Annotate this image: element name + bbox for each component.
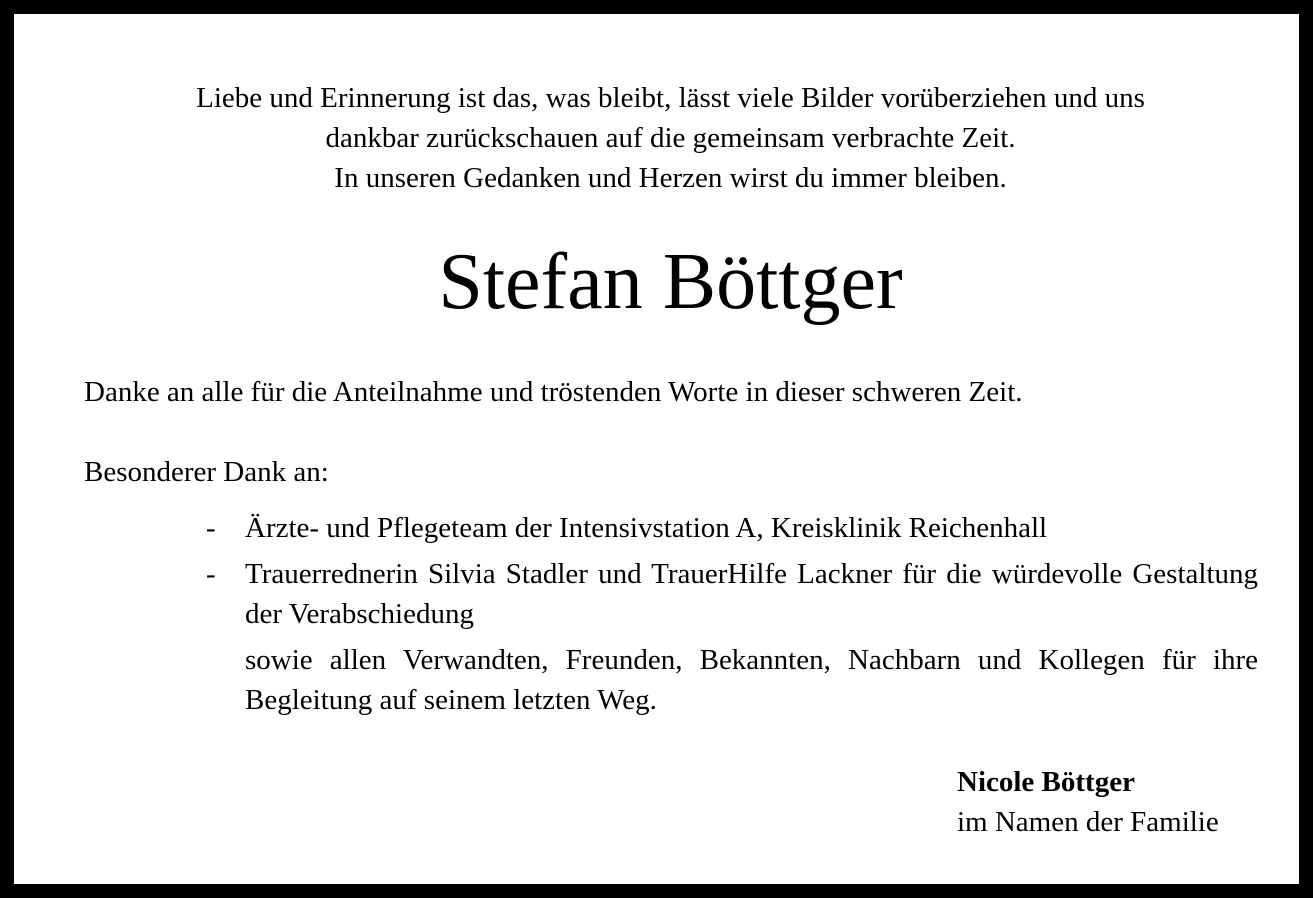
poem-line: In unseren Gedanken und Herzen wirst du immer bleiben. (334, 162, 1007, 194)
closing-text: sowie allen Verwandten, Freunden, Bekannten, Nachbarn und Kollegen für ihre Begleitung auf seinem letzten Weg. (245, 644, 1258, 716)
signature-role: im Namen der Familie (957, 806, 1219, 838)
deceased-name: Stefan Böttger (438, 238, 903, 326)
list-item-text: Trauerrednerin Silvia Stadler und TrauerHilfe Lackner für die würdevolle Gestaltung der Verabschiedung (245, 558, 1258, 630)
special-thanks-heading: Besonderer Dank an: (84, 456, 329, 488)
list-item-text: Ärzte- und Pflegeteam der Intensivstation A, Kreisklinik Reichenhall (245, 512, 1048, 544)
signature-block (957, 762, 1219, 842)
list-item (206, 508, 1258, 548)
thanks-line: Danke an alle für die Anteilnahme und tröstenden Worte in dieser schweren Zeit. (84, 376, 1023, 408)
memorial-poem (14, 78, 1313, 198)
poem-line: Liebe und Erinnerung ist das, was bleibt, lässt viele Bilder vorüberziehen und uns (196, 82, 1145, 114)
list-item (206, 554, 1258, 634)
poem-line: dankbar zurückschauen auf die gemeinsam verbrachte Zeit. (325, 122, 1016, 154)
thanks-list (206, 508, 1258, 720)
list-dash: - (206, 558, 216, 590)
signature-name: Nicole Böttger (957, 766, 1135, 798)
list-dash: - (206, 512, 216, 544)
